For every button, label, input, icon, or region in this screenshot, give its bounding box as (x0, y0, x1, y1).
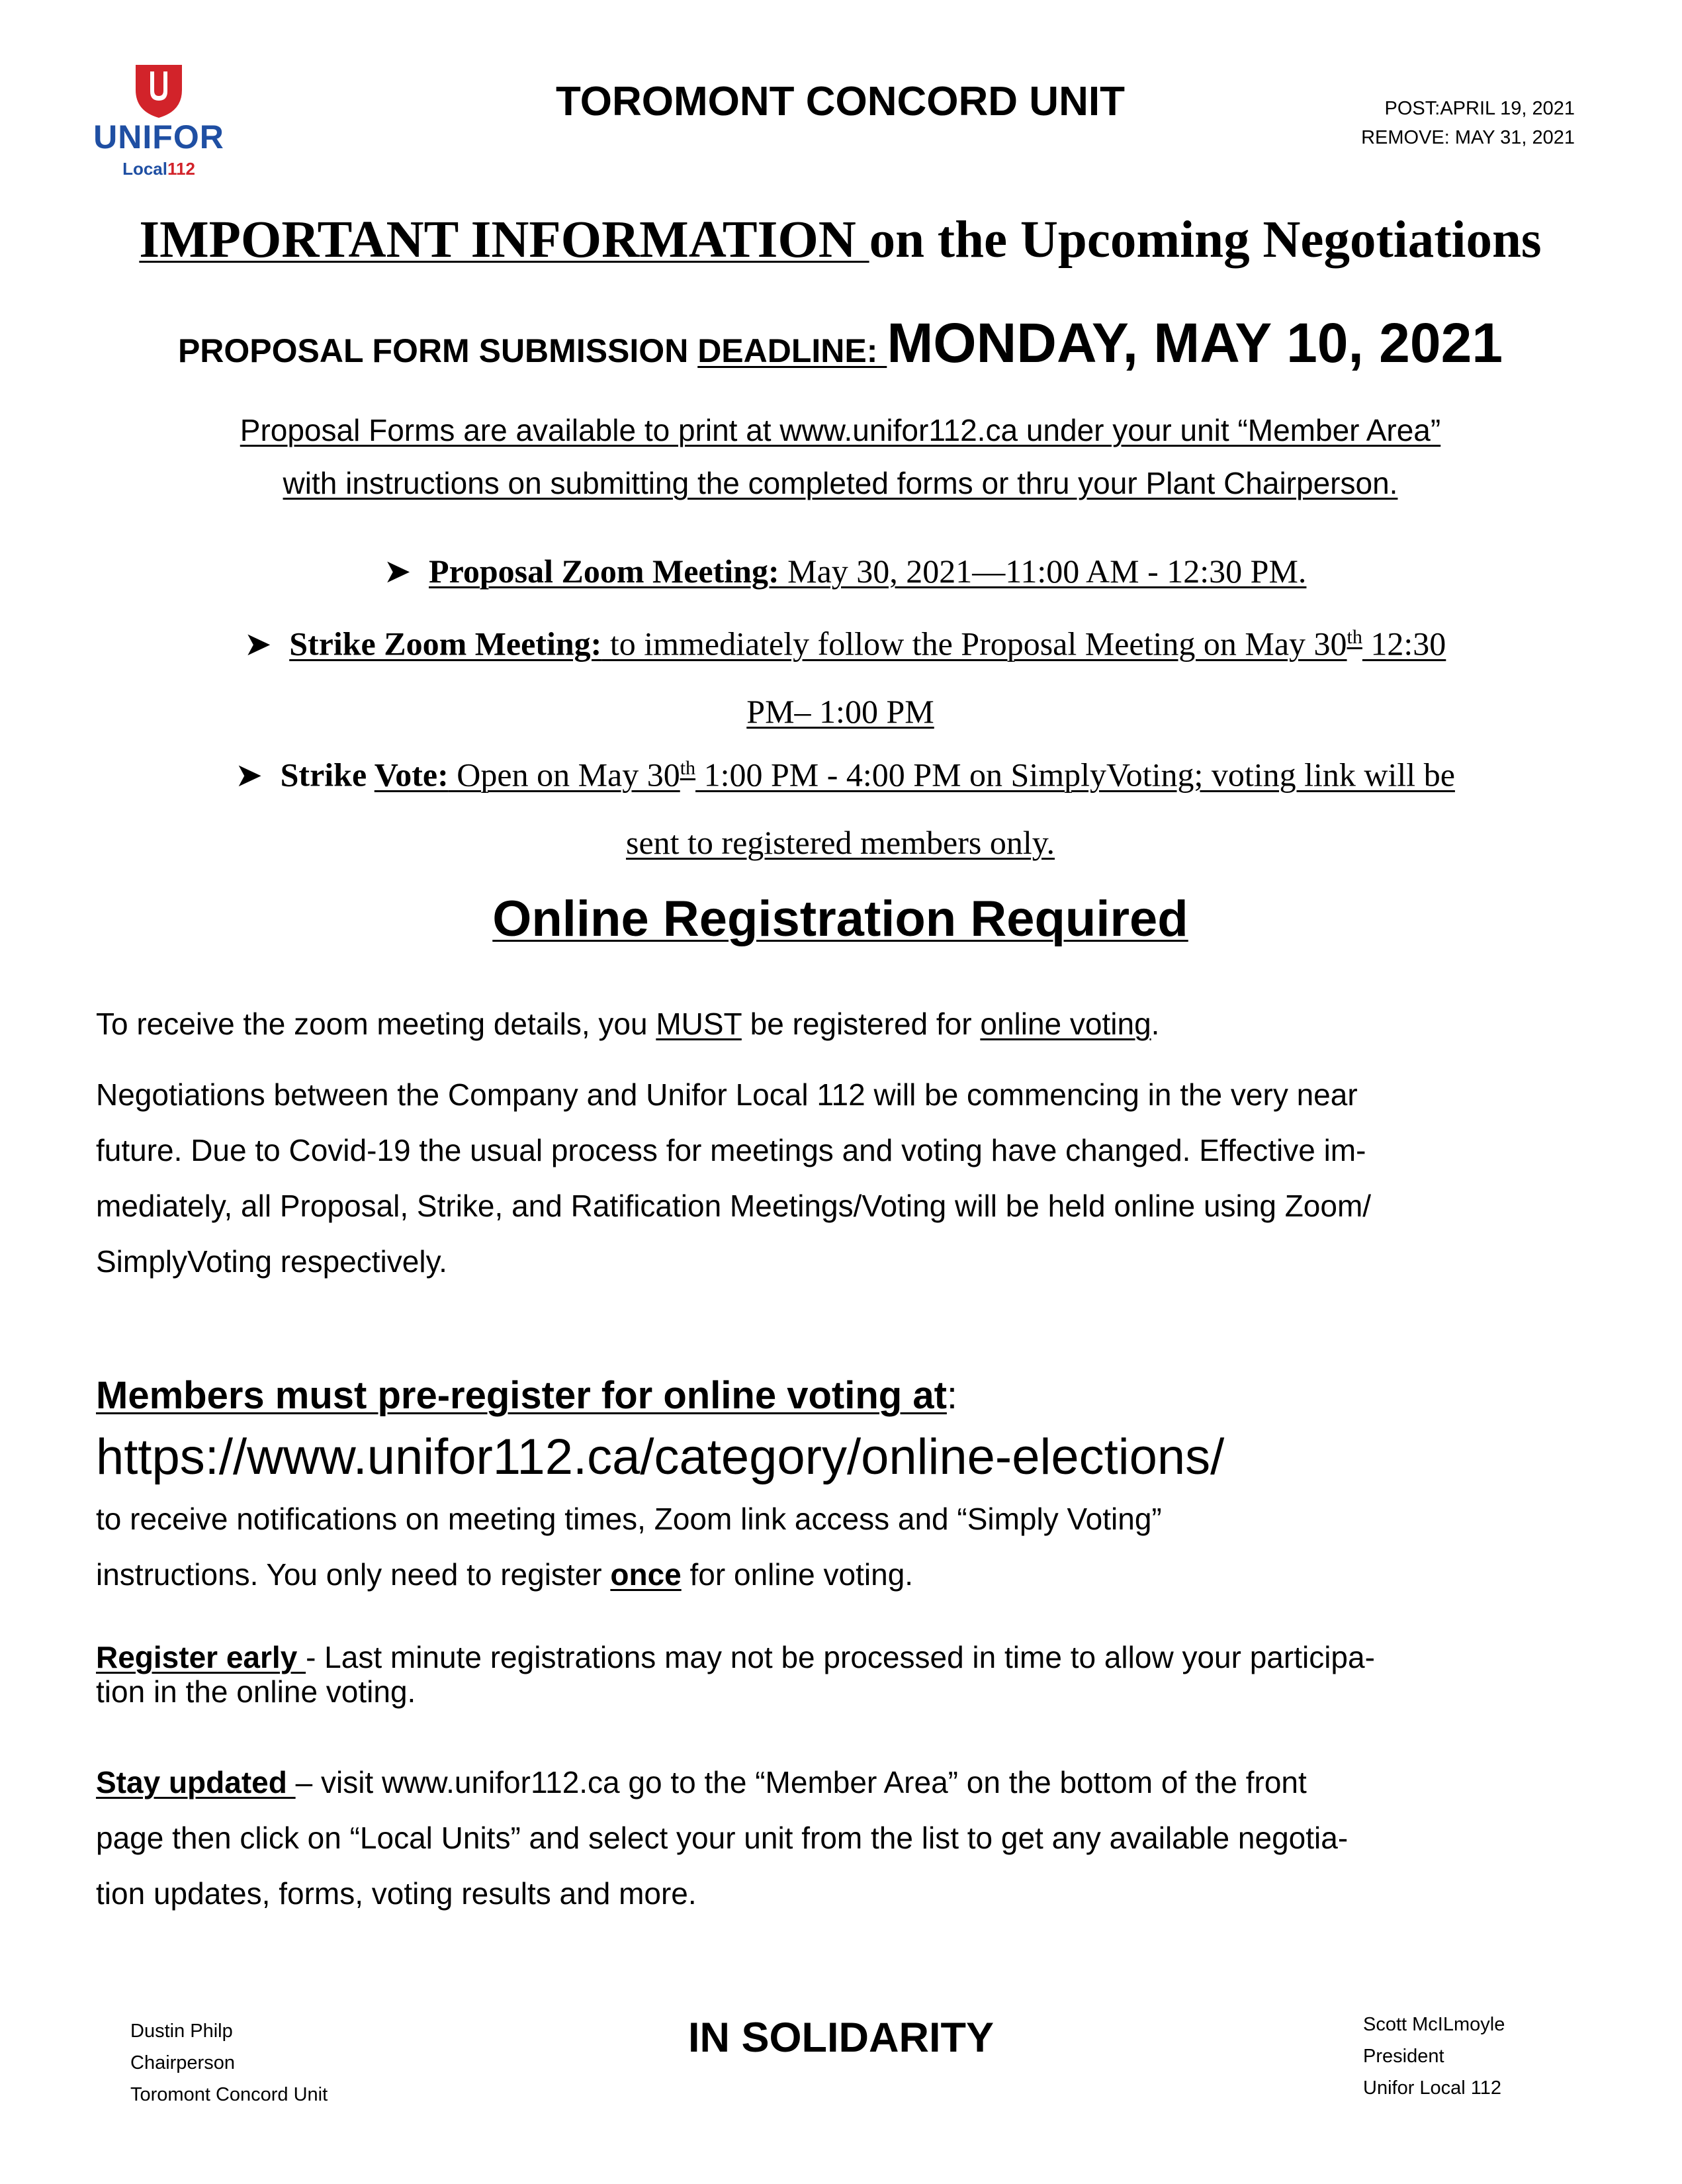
strike-vote-text2: 1:00 PM - 4:00 PM on SimplyVoting; voting link will be (695, 756, 1455, 794)
remove-date: REMOVE: MAY 31, 2021 (1361, 127, 1575, 148)
pre-register-line2 (96, 1547, 1598, 1602)
strike-vote-line1 (79, 735, 1601, 809)
registration-title (79, 890, 1601, 948)
post-date: POST:APRIL 19, 2021 (1384, 98, 1575, 119)
proposal-text: May 30, 2021—11:00 AM - 12:30 PM. (779, 553, 1307, 590)
in-solidarity: IN SOLIDARITY (687, 2015, 994, 2061)
arrow-bullet-icon: ➤ (243, 625, 272, 662)
strike-meeting-label: Strike Zoom Meeting: (289, 625, 602, 662)
headline-important: IMPORTANT INFORMATION (139, 211, 869, 269)
strike-meeting-text2: 12:30 (1362, 625, 1446, 662)
forms-note-line2: with instructions on submitting the completed forms or thru your Plant Chairperson. (283, 466, 1398, 500)
pre-register-line1: to receive notifications on meeting times, Zoom link access and “Simply Voting” (96, 1502, 1162, 1536)
stay-updated-line2: page then click on “Local Units” and select your unit from the list to get any available negotia- (96, 1821, 1349, 1855)
strike-meeting-text1: to immediately follow the Proposal Meeting on May 30 (601, 625, 1347, 662)
stay-updated-l1: – visit www.unifor112.ca go to the “Member Area” on the bottom of the front (295, 1765, 1307, 1799)
registration-title-text: Online Registration Required (492, 891, 1188, 947)
register-early-line2: tion in the online voting. (96, 1674, 416, 1709)
p2-line2: future. Due to Covid-19 the usual process for meetings and voting have changed. Effective im- (96, 1133, 1366, 1167)
bullet-proposal-meeting (79, 537, 1601, 605)
p2-line4: SimplyVoting respectively. (96, 1244, 447, 1279)
forms-note (79, 404, 1601, 510)
deadline-prefix: PROPOSAL FORM SUBMISSION (177, 332, 698, 369)
logo-wordmark: UNIFOR (93, 118, 224, 156)
p1-a: To receive the zoom meeting details, you (96, 1007, 656, 1041)
headline (79, 210, 1601, 270)
unit-title: TOROMONT CONCORD UNIT (556, 79, 1125, 124)
register-early-l1: - Last minute registrations may not be processed in time to allow your participa- (306, 1640, 1375, 1674)
p1-online-voting: online voting (980, 1007, 1151, 1041)
pre-register-l2-b: for online voting. (681, 1557, 914, 1592)
strike-vote-line2 (79, 809, 1601, 876)
footer-president (1363, 2009, 1628, 2104)
strike-vote-sup: th (680, 757, 696, 779)
pre-register-title-text: Members must pre-register for online voting at (96, 1374, 947, 1417)
logo-local-number: 112 (167, 159, 195, 179)
headline-rest: on the Upcoming Negotiations (869, 211, 1542, 269)
register-early-paragraph (96, 1640, 1598, 1709)
president-role: President (1363, 2046, 1444, 2067)
strike-vote-line2-text: sent to registered members only. (626, 823, 1055, 861)
arrow-bullet-icon: ➤ (383, 553, 412, 590)
strike-meeting-line1 (79, 604, 1601, 678)
forms-note-line1: Proposal Forms are available to print at www.unifor112.ca under your unit “Member Area” (240, 413, 1441, 447)
chairperson-name: Dustin Philp (130, 2021, 233, 2042)
pre-register-title (96, 1373, 1598, 1418)
p1-b: be registered for (741, 1007, 981, 1041)
p2-line1: Negotiations between the Company and Unifor Local 112 will be commencing in the very near (96, 1077, 1358, 1112)
president-org: Unifor Local 112 (1363, 2077, 1502, 2099)
deadline-label: DEADLINE: (697, 332, 887, 369)
online-elections-link[interactable]: https://www.unifor112.ca/category/online-elections/ (96, 1429, 1225, 1485)
stay-updated-paragraph (96, 1754, 1598, 1921)
register-early-label: Register early (96, 1640, 306, 1674)
strike-vote-label-b: Vote: (374, 756, 449, 794)
deadline-date: MONDAY, MAY 10, 2021 (887, 312, 1503, 374)
p1-must: MUST (656, 1007, 742, 1041)
logo-shield-shape (136, 65, 182, 118)
register-early-line1 (96, 1640, 1598, 1674)
stay-updated-line3: tion updates, forms, voting results and more. (96, 1876, 697, 1911)
strike-vote-label-a: Strike (280, 756, 375, 794)
post-dates (1323, 94, 1575, 152)
registration-paragraph-1 (96, 996, 1598, 1052)
deadline-line (79, 311, 1601, 375)
logo-local-prefix: Local (122, 159, 167, 179)
proposal-label: Proposal Zoom Meeting: (429, 553, 779, 590)
bullet-strike-meeting (79, 604, 1601, 745)
pre-register-colon: : (946, 1374, 958, 1417)
logo-local (86, 159, 232, 179)
chairperson-org: Toromont Concord Unit (130, 2084, 328, 2105)
pre-register-l2-a: instructions. You only need to register (96, 1557, 611, 1592)
pre-register-once: once (610, 1557, 682, 1592)
bullet-strike-vote (79, 735, 1601, 876)
stay-updated-label: Stay updated (96, 1765, 296, 1799)
registration-paragraph-2 (96, 1067, 1598, 1289)
stay-updated-line1 (96, 1754, 1598, 1810)
footer-chairperson (130, 2015, 461, 2111)
president-name: Scott McILmoyle (1363, 2014, 1505, 2035)
chairperson-role: Chairperson (130, 2052, 235, 2073)
arrow-bullet-icon: ➤ (235, 756, 263, 794)
strike-meeting-line2-text: PM– 1:00 PM (746, 692, 934, 730)
strike-vote-text1: Open on May 30 (448, 756, 680, 794)
strike-meeting-sup: th (1347, 626, 1362, 648)
p2-line3: mediately, all Proposal, Strike, and Ratification Meetings/Voting will be held online using Zoom/ (96, 1189, 1372, 1223)
p1-c: . (1151, 1007, 1160, 1041)
pre-register-paragraph (96, 1491, 1598, 1602)
